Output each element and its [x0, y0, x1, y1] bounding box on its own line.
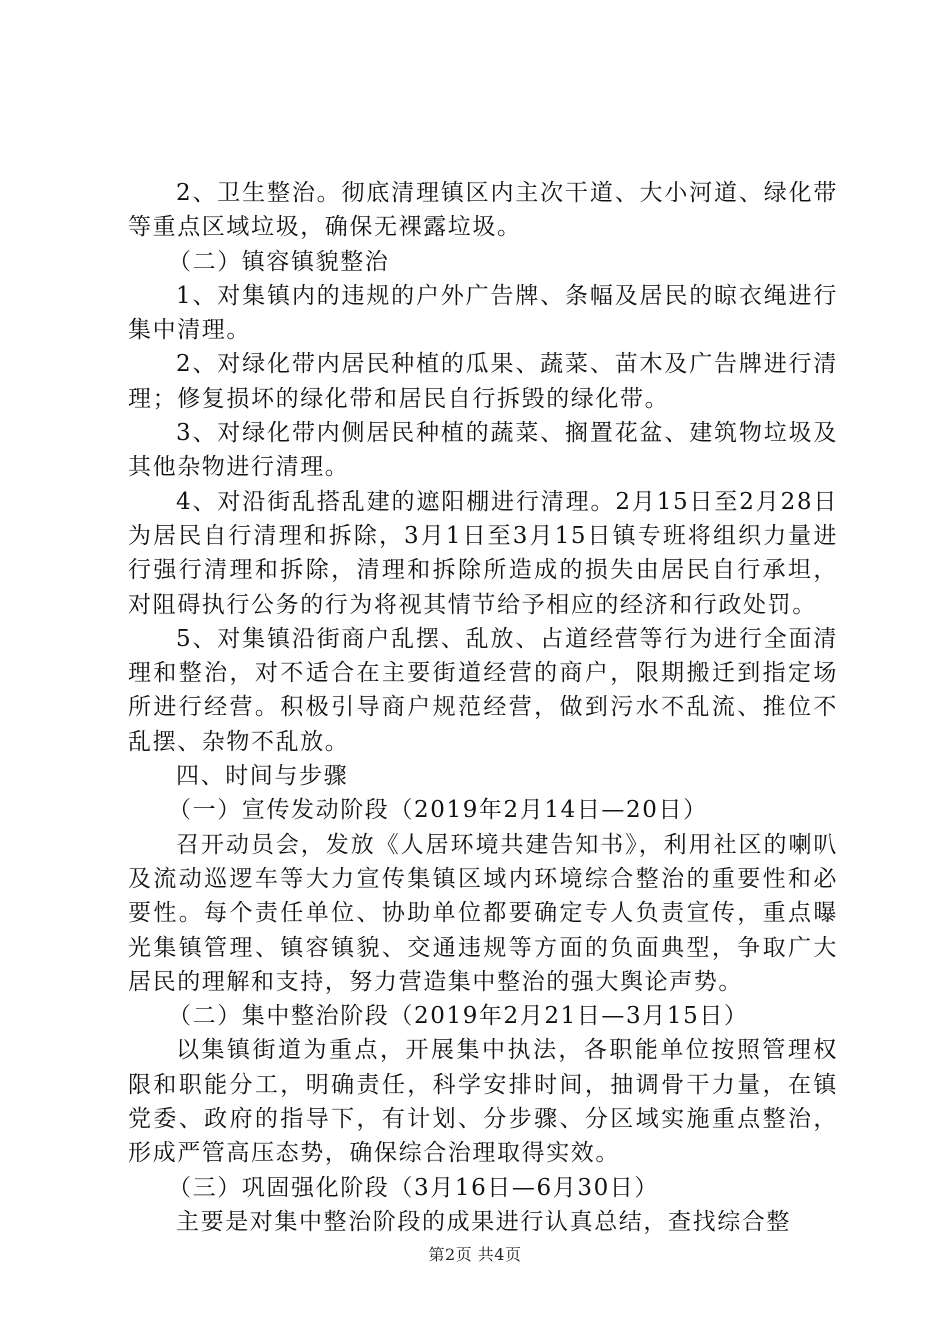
paragraph-item-1: 1、对集镇内的违规的户外广告牌、条幅及居民的晾衣绳进行集中清理。 — [128, 282, 838, 344]
document-body — [128, 176, 838, 1239]
paragraph-concentrated: 以集镇街道为重点，开展集中执法，各职能单位按照管理权限和职能分工，明确责任，科学安排时间，抽调骨干力量，在镇党委、政府的指导下，有计划、分步骤、分区域实施重点整治，形成严管高压态势，确保综合治理取得实效。 — [128, 1037, 838, 1167]
paragraph-item-2: 2、对绿化带内居民种植的瓜果、蔬菜、苗木及广告牌进行清理；修复损坏的绿化带和居民自行拆毁的绿化带。 — [128, 351, 838, 412]
paragraph-item-5: 5、对集镇沿街商户乱摆、乱放、占道经营等行为进行全面清理和整治，对不适合在主要街道经营的商户，限期搬迁到指定场所进行经营。积极引导商户规范经营，做到污水不乱流、推位不乱摆、杂物不乱放。 — [128, 625, 838, 755]
paragraph-publicity: 召开动员会，发放《人居环境共建告知书》，利用社区的喇叭及流动巡逻车等大力宣传集镇区域内环境综合整治的重要性和必要性。每个责任单位、协助单位都要确定专人负责宣传，重点曝光集镇管理、镇容镇貌、交通违规等方面的负面典型，争取广大居民的理解和支持，努力营造集中整治的强大舆论声势。 — [128, 831, 838, 995]
paragraph-item-3: 3、对绿化带内侧居民种植的蔬菜、搁置花盆、建筑物垃圾及其他杂物进行清理。 — [128, 420, 838, 481]
subheading-concentrated-stage: （二）集中整治阶段（2019年2月21日—3月15日） — [168, 1003, 749, 1030]
paragraph-item-4: 4、对沿街乱搭乱建的遮阳棚进行清理。2月15日至2月28日为居民自行清理和拆除，3月1日至3月15日镇专班将组织力量进行强行清理和拆除，清理和拆除所造成的损失由居民自行承坦，对阻碍执行公务的行为将视其情节给予相应的经济和行政处罚。 — [128, 488, 838, 618]
subheading-consolidation-stage: （三）巩固强化阶段（3月16日—6月30日） — [168, 1174, 659, 1201]
page-number-footer: 第2页 共4页 — [428, 1245, 522, 1264]
subheading-town-appearance: （二）镇容镇貌整治 — [168, 248, 390, 275]
subheading-publicity-stage: （一）宣传发动阶段（2019年2月14日—20日） — [168, 797, 708, 824]
paragraph-sanitation: 2、卫生整治。彻底清理镇区内主次干道、大小河道、绿化带等重点区域垃圾，确保无裸露垃圾。 — [128, 180, 838, 241]
paragraph-consolidation: 主要是对集中整治阶段的成果进行认真总结，查找综合整 — [176, 1208, 791, 1235]
section-heading-schedule: 四、时间与步骤 — [176, 763, 349, 790]
